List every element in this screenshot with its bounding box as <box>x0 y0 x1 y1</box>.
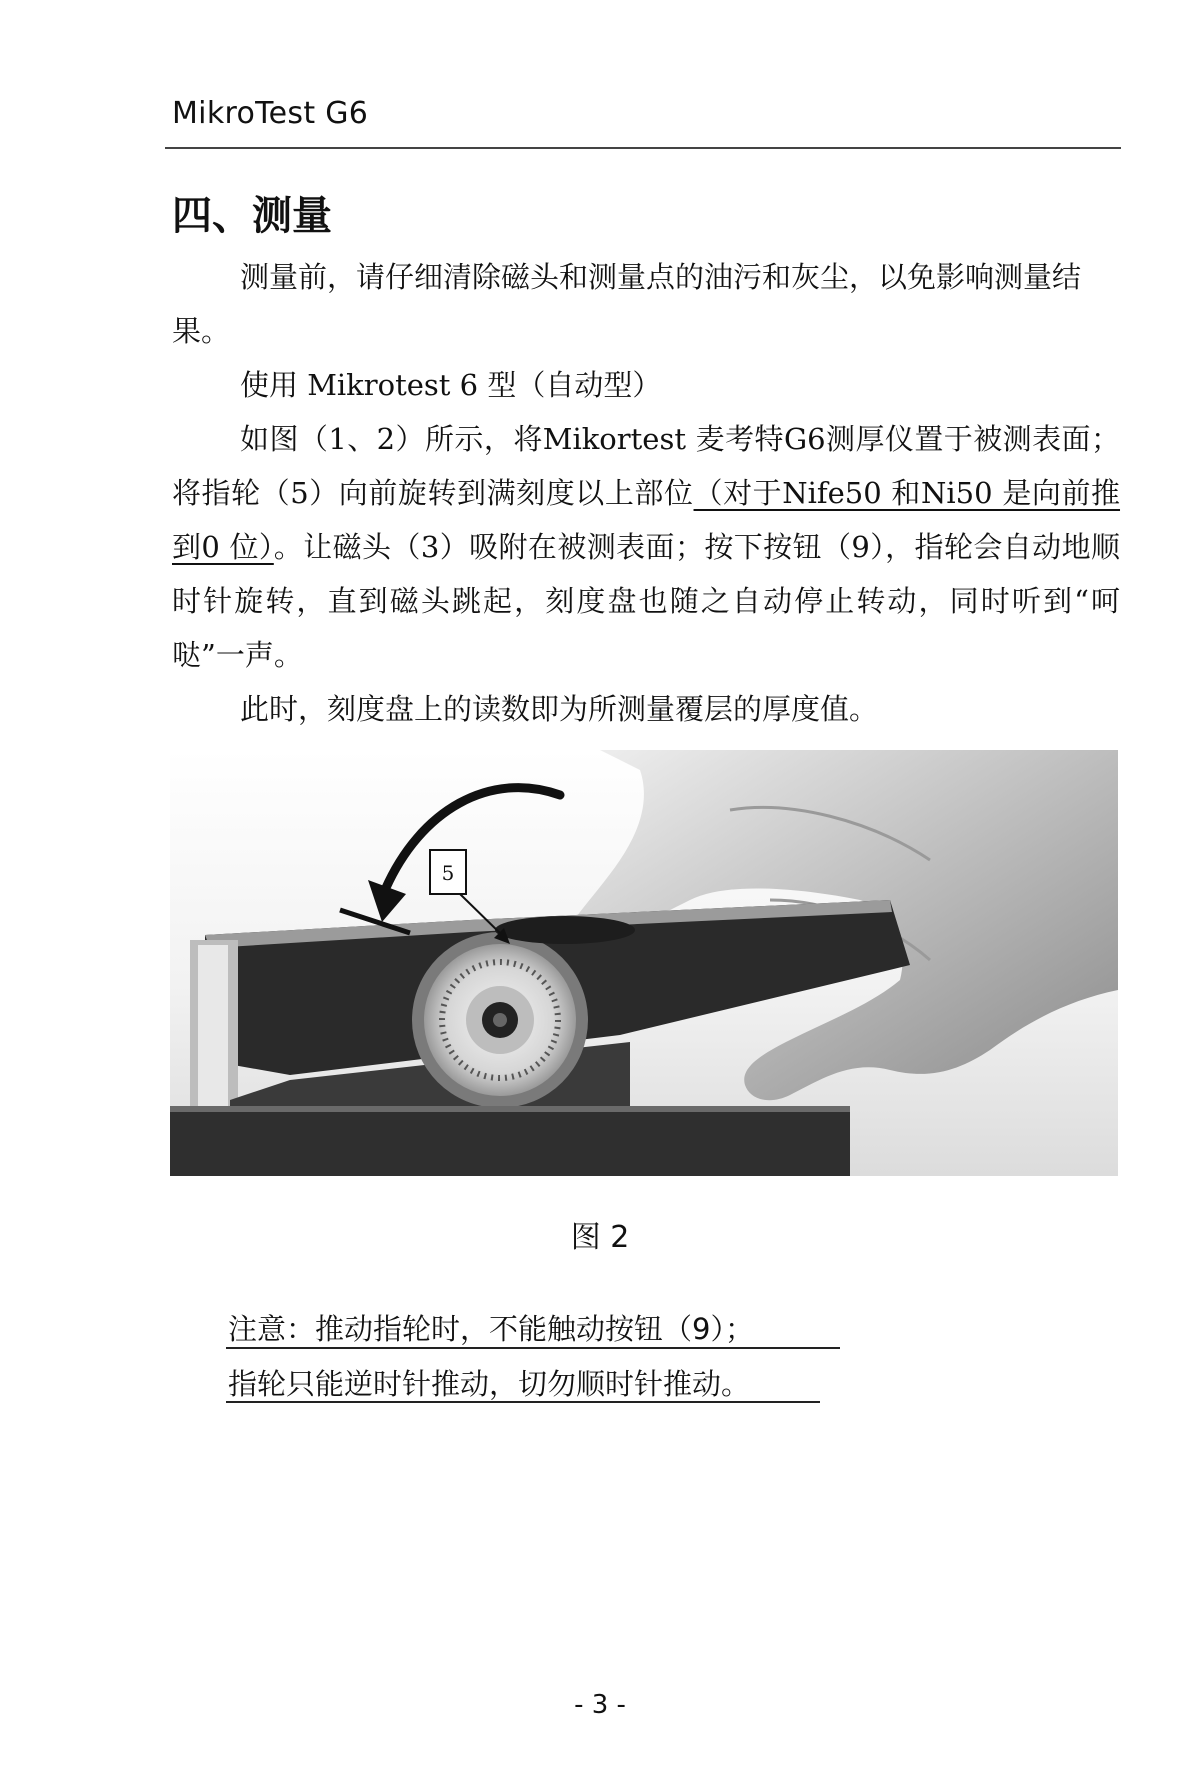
note-line-2: 指轮只能逆时针推动，切勿顺时针推动。 <box>228 1367 751 1401</box>
thumb-wheel <box>495 916 635 944</box>
procedure-text-a: 如图（1、2）所示，将Mikortest 麦考特G6测厚仪置于被测表面；将指轮（5）向前旋转到满刻度以上部位 <box>172 422 1120 510</box>
note-underline-2 <box>226 1401 820 1403</box>
paragraph-procedure <box>172 412 1120 682</box>
note-line-1: 注意：推动指轮时，不能触动按钮（9）； <box>228 1312 754 1346</box>
paragraph-reading: 此时，刻度盘上的读数即为所测量覆层的厚度值。 <box>240 692 879 726</box>
note-underline-1 <box>226 1347 840 1349</box>
paragraph-intro: 测量前，请仔细清除磁头和测量点的油污和灰尘，以免影响测量结果。 <box>172 260 1082 348</box>
figure-caption: 图 2 <box>570 1220 630 1255</box>
base-plate <box>170 1110 850 1176</box>
procedure-underlined-note: （对于Nife50 和Ni50 是向前推到0 位） <box>172 476 1121 564</box>
page-number: - 3 - <box>574 1690 626 1720</box>
paragraph-model: 使用 Mikrotest 6 型（自动型） <box>240 368 662 402</box>
header-rule <box>165 147 1121 149</box>
gauge-photo <box>170 750 1118 1176</box>
header-title: MikroTest G6 <box>172 96 369 131</box>
section-heading: 四、测量 <box>172 193 332 239</box>
gauge-dial <box>412 932 588 1108</box>
callout-label: 5 <box>441 861 455 885</box>
procedure-text-b: 。让磁头（3）吸附在被测表面；按下按钮（9），指轮会自动地顺时针旋转，直到磁头跳起，刻度盘也随之自动停止转动，同时听到“呵哒”一声。 <box>172 530 1120 672</box>
